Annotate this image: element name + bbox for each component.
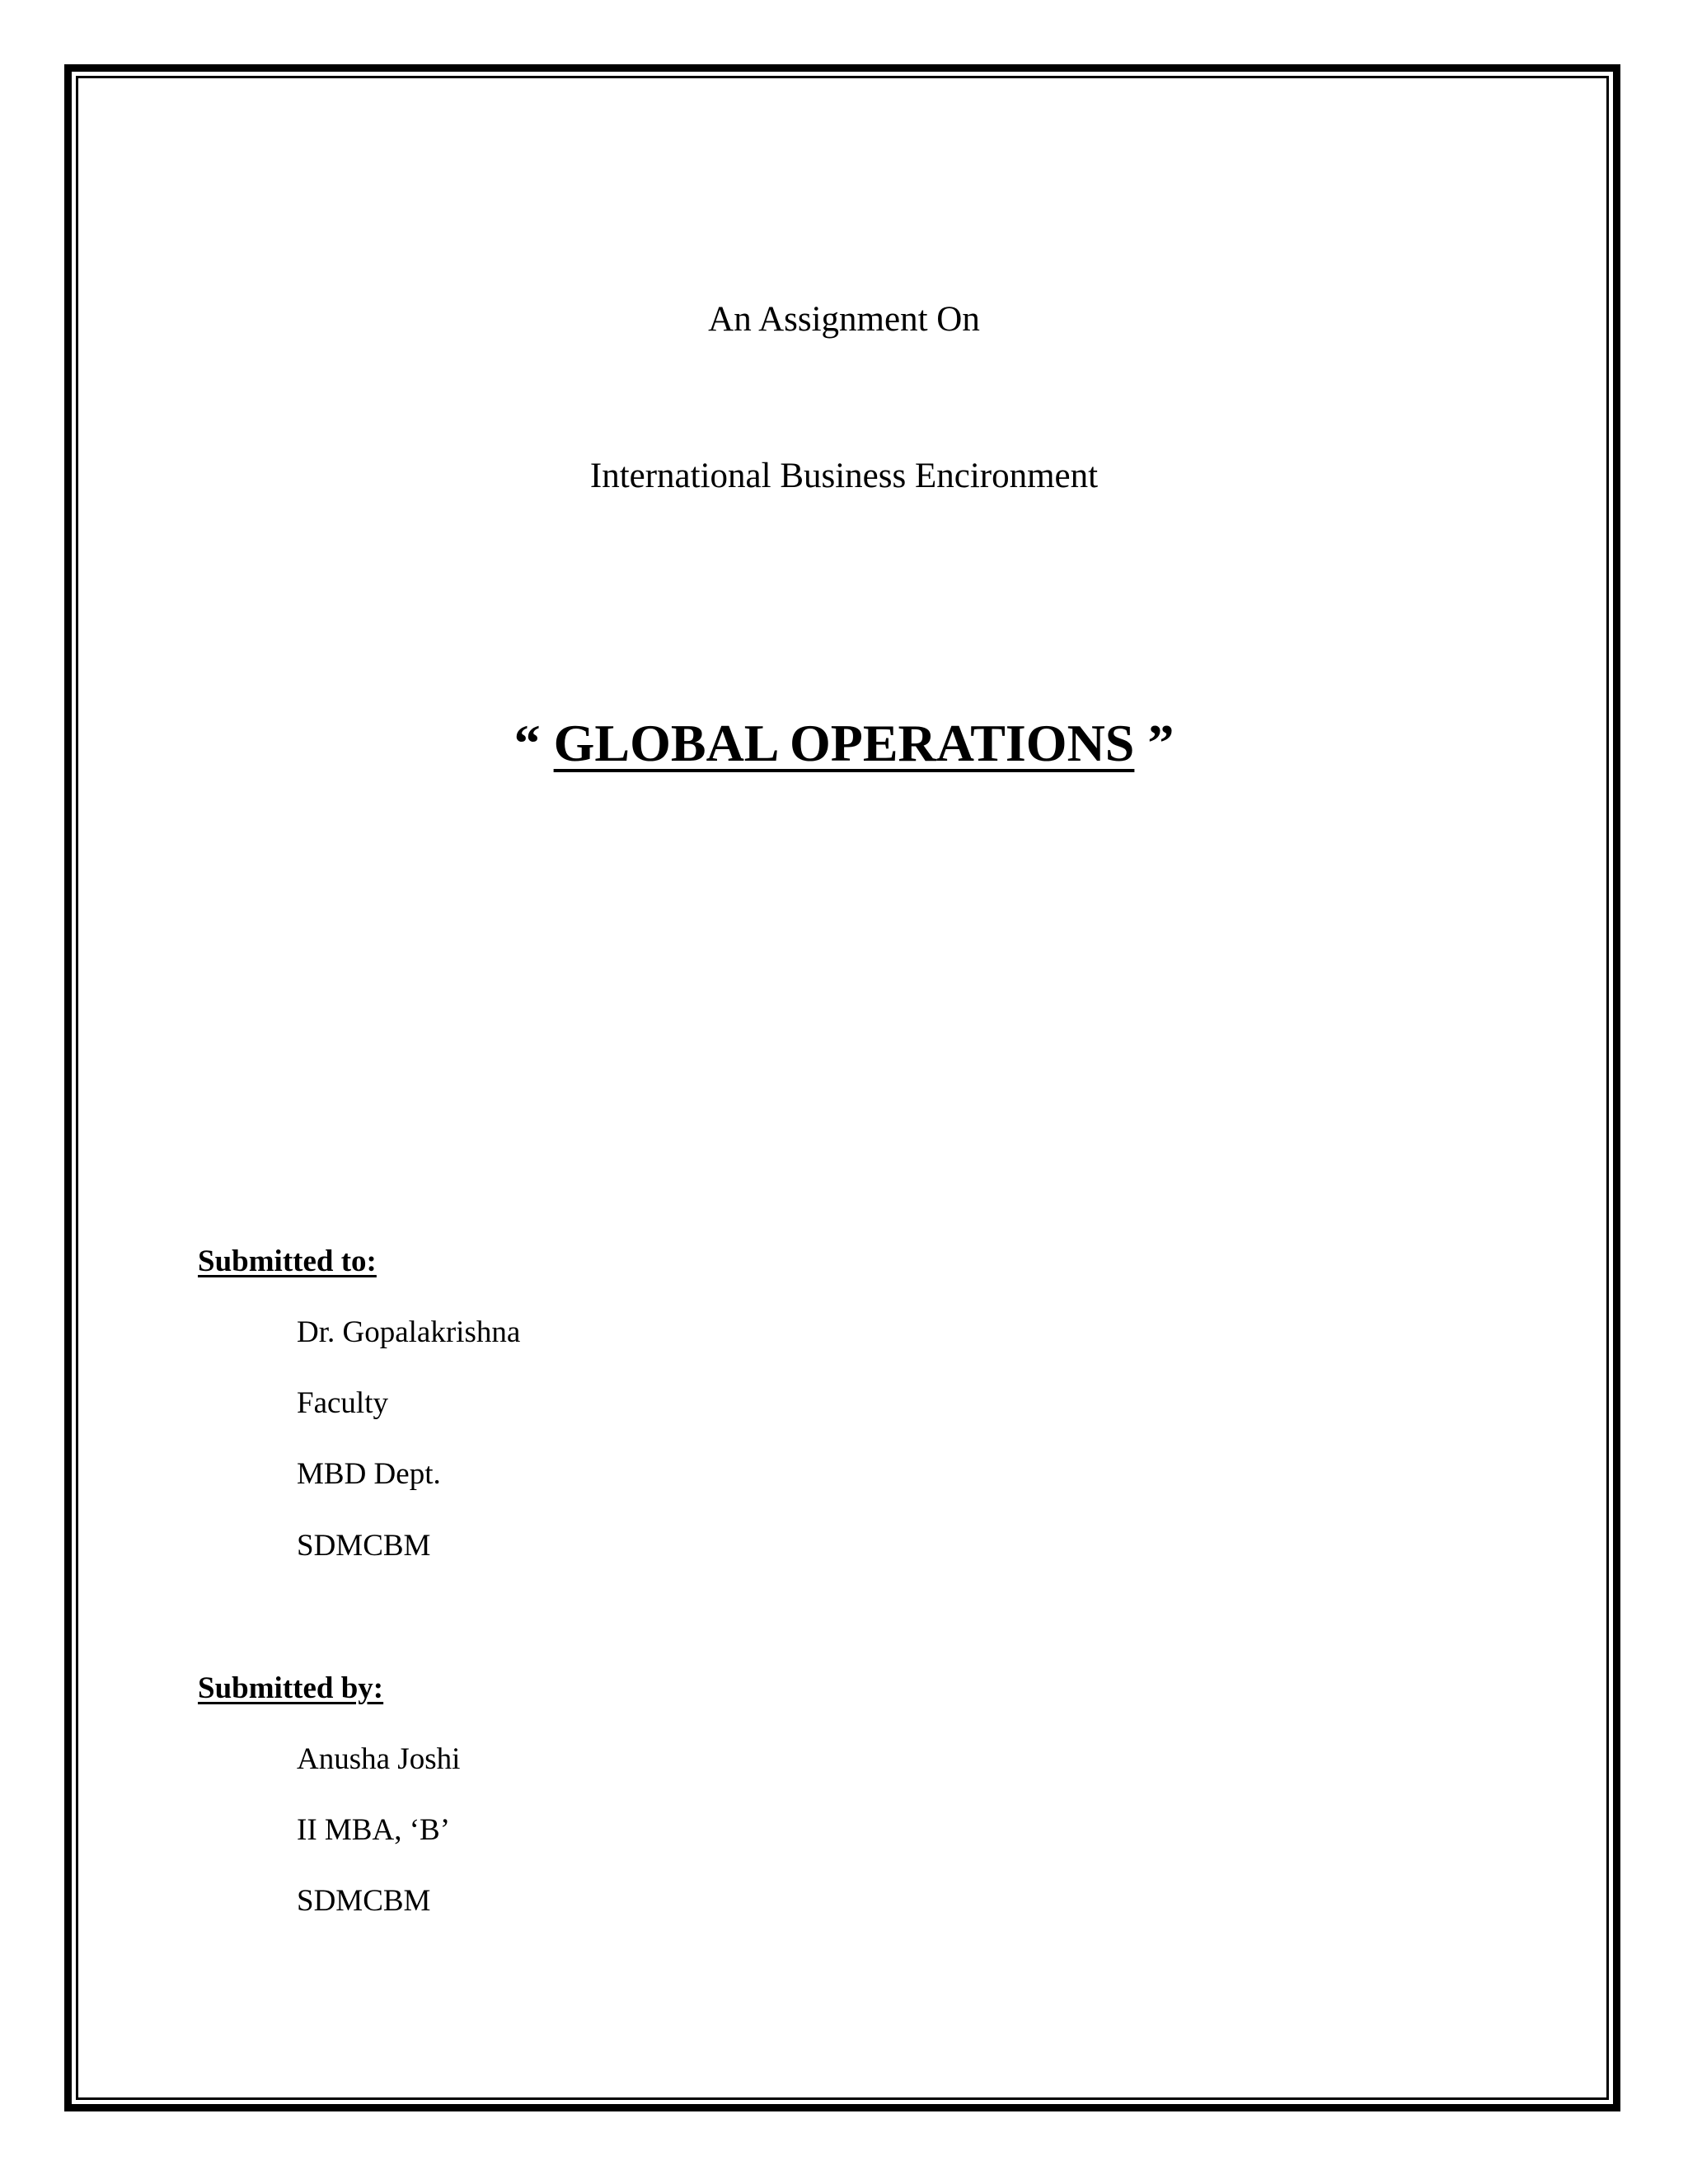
submitted-to-line: SDMCBM [297, 1529, 431, 1563]
submitted-to-line: Dr. Gopalakrishna [297, 1315, 521, 1349]
course-name: International Business Encironment [589, 457, 1099, 495]
submitted-by-heading: Submitted by: [198, 1671, 384, 1705]
submitted-to-line: Faculty [297, 1386, 388, 1420]
submitted-to-heading: Submitted to: [198, 1244, 377, 1278]
submitted-by-line: II MBA, ‘B’ [297, 1813, 451, 1847]
title-close-quote: ” [1147, 714, 1175, 772]
title-open-quote: “ [513, 714, 541, 772]
title-text: GLOBAL OPERATIONS [553, 714, 1135, 772]
page-border-inner [76, 76, 1609, 2100]
submitted-to-line: MBD Dept. [297, 1457, 441, 1491]
assignment-title [0, 714, 1688, 772]
submitted-by-line: Anusha Joshi [297, 1742, 461, 1776]
assignment-intro: An Assignment On [708, 300, 980, 339]
submitted-by-line: SDMCBM [297, 1884, 431, 1918]
